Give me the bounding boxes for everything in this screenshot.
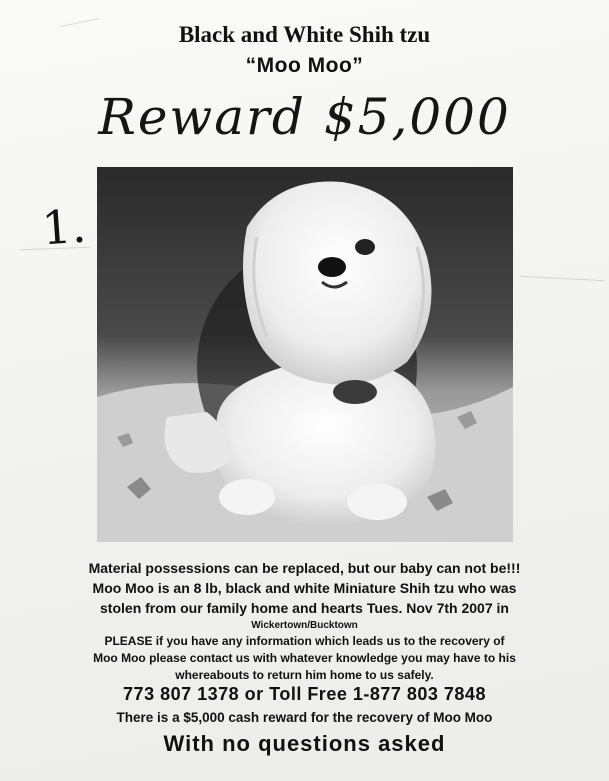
description-line: Moo Moo is an 8 lb, black and white Miniature Shih tzu who was	[92, 580, 517, 596]
location-line: Wickertown/Bucktown	[251, 620, 358, 631]
dog-name: “Moo Moo”	[245, 54, 364, 77]
cash-reward-line: There is a $5,000 cash reward for the recovery of Moo Moo	[116, 710, 493, 725]
flyer-title: Black and White Shih tzu	[178, 22, 431, 47]
stolen-line: stolen from our family home and hearts Tues. Nov 7th 2007 in	[100, 600, 509, 616]
paper-crease	[520, 276, 605, 281]
contact-line: Moo Moo please contact us with whatever knowledge you may have to his	[93, 651, 516, 665]
safely-line: whereabouts to return him home to us safely.	[175, 668, 434, 682]
reward-heading: Reward $5,000	[98, 88, 511, 146]
intro-line: Material possessions can be replaced, but our baby can not be!!!	[88, 560, 521, 576]
dog-photo	[97, 167, 513, 542]
phone-numbers: 773 807 1378 or Toll Free 1-877 803 7848	[123, 684, 486, 704]
handwritten-mark: 1.	[40, 198, 88, 256]
please-line: PLEASE if you have any information which leads us to the recovery of	[104, 634, 505, 648]
no-questions-line: With no questions asked	[163, 731, 446, 756]
